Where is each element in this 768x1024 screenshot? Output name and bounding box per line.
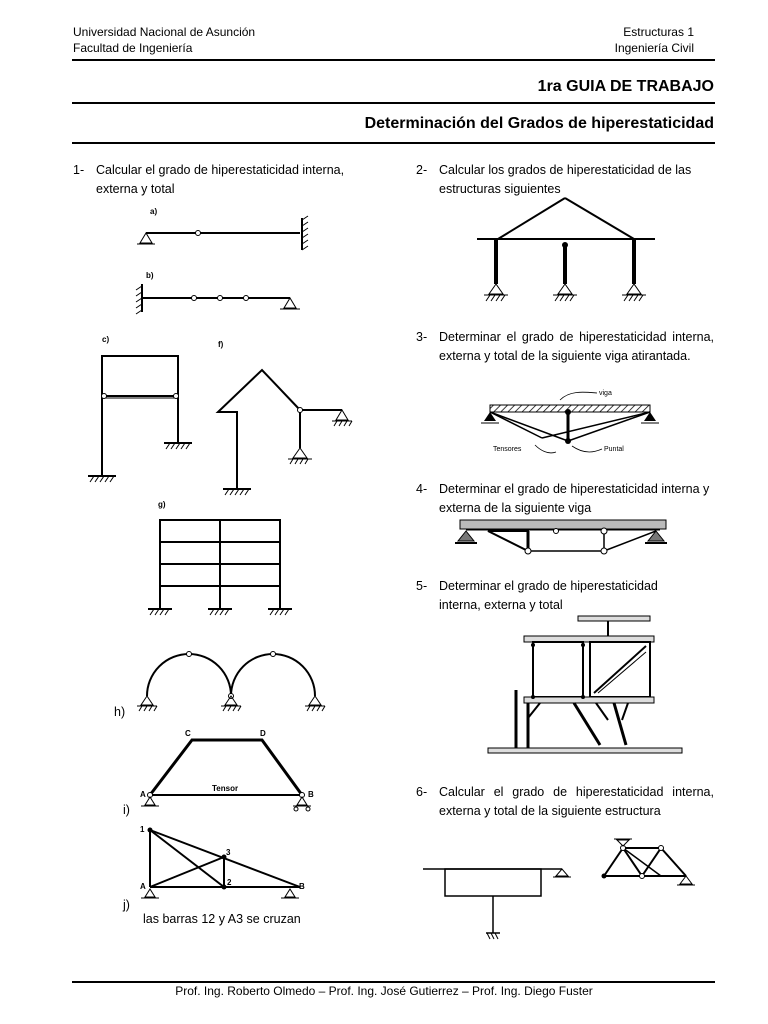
question-number: 3-: [416, 330, 428, 344]
node-label-a: A: [140, 790, 146, 799]
figure-j-note: las barras 12 y A3 se cruzan: [143, 912, 301, 926]
figure-label: c): [102, 335, 110, 344]
question-number: 4-: [416, 482, 428, 496]
faculty-name: Facultad de Ingeniería: [73, 41, 193, 55]
tensores-label: Tensores: [493, 446, 522, 453]
figure-label: g): [158, 500, 166, 509]
node-label-b: B: [308, 790, 314, 799]
question-text: Calcular el grado de hiperestaticidad interna, externa y total: [96, 163, 345, 196]
question-number: 6-: [416, 785, 428, 799]
question-text: Calcular los grados de hiperestaticidad de las estructuras siguientes: [439, 163, 692, 196]
figure-label: j): [123, 898, 130, 912]
career-name: Ingeniería Civil: [614, 41, 694, 55]
node-label-a: A: [140, 882, 146, 891]
node-label-2: 2: [227, 878, 232, 887]
tensor-label: Tensor: [212, 784, 239, 793]
question-text: Calcular el grado de hiperestaticidad interna, externa y total de la siguiente estructura: [439, 785, 714, 818]
node-label-3: 3: [226, 848, 231, 857]
footer-rule: [72, 981, 715, 983]
university-name: Universidad Nacional de Asunción: [73, 25, 256, 39]
question-number: 5-: [416, 579, 428, 593]
course-name: Estructuras 1: [623, 25, 694, 39]
figure-label: i): [123, 803, 130, 817]
figure-label: f): [218, 340, 224, 349]
figure-label: b): [146, 271, 154, 280]
figure-label: h): [114, 705, 126, 719]
question-text: Determinar el grado de hiperestaticidad interna, externa y total de la siguiente viga atirantada.: [439, 330, 714, 363]
question-text: Determinar el grado de hiperestaticidad interna, externa y total: [439, 579, 658, 612]
node-label-c: C: [185, 729, 191, 738]
question-number: 1-: [73, 163, 85, 177]
node-label-b: B: [299, 882, 305, 891]
question-number: 2-: [416, 163, 428, 177]
footer-authors: Prof. Ing. Roberto Olmedo – Prof. Ing. José Gutierrez – Prof. Ing. Diego Fuster: [175, 984, 593, 998]
figure-label: a): [150, 207, 158, 216]
viga-label: viga: [599, 390, 612, 397]
node-label-d: D: [260, 729, 266, 738]
node-label-1: 1: [140, 825, 145, 834]
question-text: Determinar el grado de hiperestaticidad interna y externa de la siguiente viga: [439, 482, 710, 515]
puntal-label: Puntal: [604, 446, 624, 453]
page-title: 1ra GUIA DE TRABAJO: [537, 78, 714, 95]
page-subtitle: Determinación del Grados de hiperestaticidad: [364, 115, 714, 132]
